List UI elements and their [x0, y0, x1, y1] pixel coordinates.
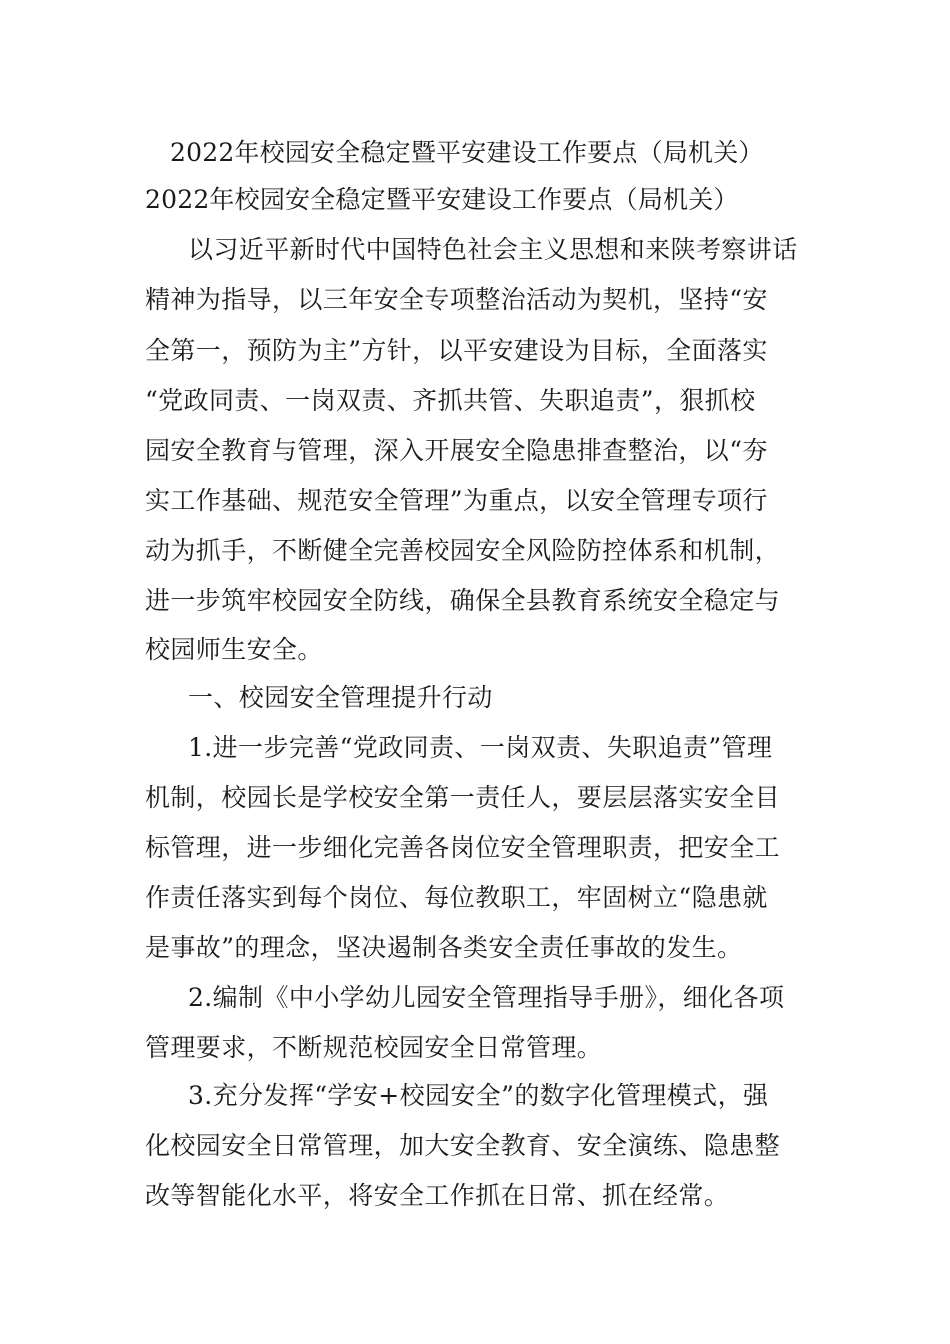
paragraph-line: 精神为指导，以三年安全专项整治活动为契机，坚持“安 [145, 285, 768, 314]
paragraph-line: 进一步筑牢校园安全防线，确保全县教育系统安全稳定与 [145, 586, 781, 615]
paragraph-line: 化校园安全日常管理，加大安全教育、安全演练、隐患整 [145, 1131, 781, 1160]
paragraph-line: 作责任落实到每个岗位、每位教职工，牢固树立“隐患就 [145, 883, 768, 912]
paragraph-line: 机制，校园长是学校安全第一责任人，要层层落实安全目 [145, 783, 781, 812]
document-title-line-2: 2022年校园安全稳定暨平安建设工作要点（局机关） [145, 185, 739, 214]
paragraph-line: 实工作基础、规范安全管理”为重点，以安全管理专项行 [145, 486, 768, 515]
paragraph-line: 2.编制《中小学幼儿园安全管理指导手册》，细化各项 [188, 983, 785, 1012]
paragraph-line: 以习近平新时代中国特色社会主义思想和来陕考察讲话 [188, 235, 798, 264]
paragraph-line: 标管理，进一步细化完善各岗位安全管理职责，把安全工 [145, 833, 781, 862]
paragraph-line: “党政同责、一岗双责、齐抓共管、失职追责”，狠抓校 [145, 386, 756, 415]
section-heading: 一、校园安全管理提升行动 [188, 683, 493, 712]
paragraph-line: 动为抓手，不断健全完善校园安全风险防控体系和机制， [145, 536, 781, 565]
paragraph-line: 是事故”的理念，坚决遏制各类安全责任事故的发生。 [145, 933, 743, 962]
document-title-line-1: 2022年校园安全稳定暨平安建设工作要点（局机关） [170, 138, 764, 167]
paragraph-line: 管理要求，不断规范校园安全日常管理。 [145, 1033, 603, 1062]
paragraph-line: 1.进一步完善“党政同责、一岗双责、失职追责”管理 [188, 733, 773, 762]
paragraph-line: 校园师生安全。 [145, 635, 323, 664]
paragraph-line: 全第一，预防为主”方针，以平安建设为目标，全面落实 [145, 336, 768, 365]
paragraph-line: 改等智能化水平，将安全工作抓在日常、抓在经常。 [145, 1181, 730, 1210]
paragraph-line: 园安全教育与管理，深入开展安全隐患排查整治，以“夯 [145, 436, 768, 465]
paragraph-line: 3.充分发挥“学安+校园安全”的数字化管理模式，强 [188, 1081, 769, 1110]
